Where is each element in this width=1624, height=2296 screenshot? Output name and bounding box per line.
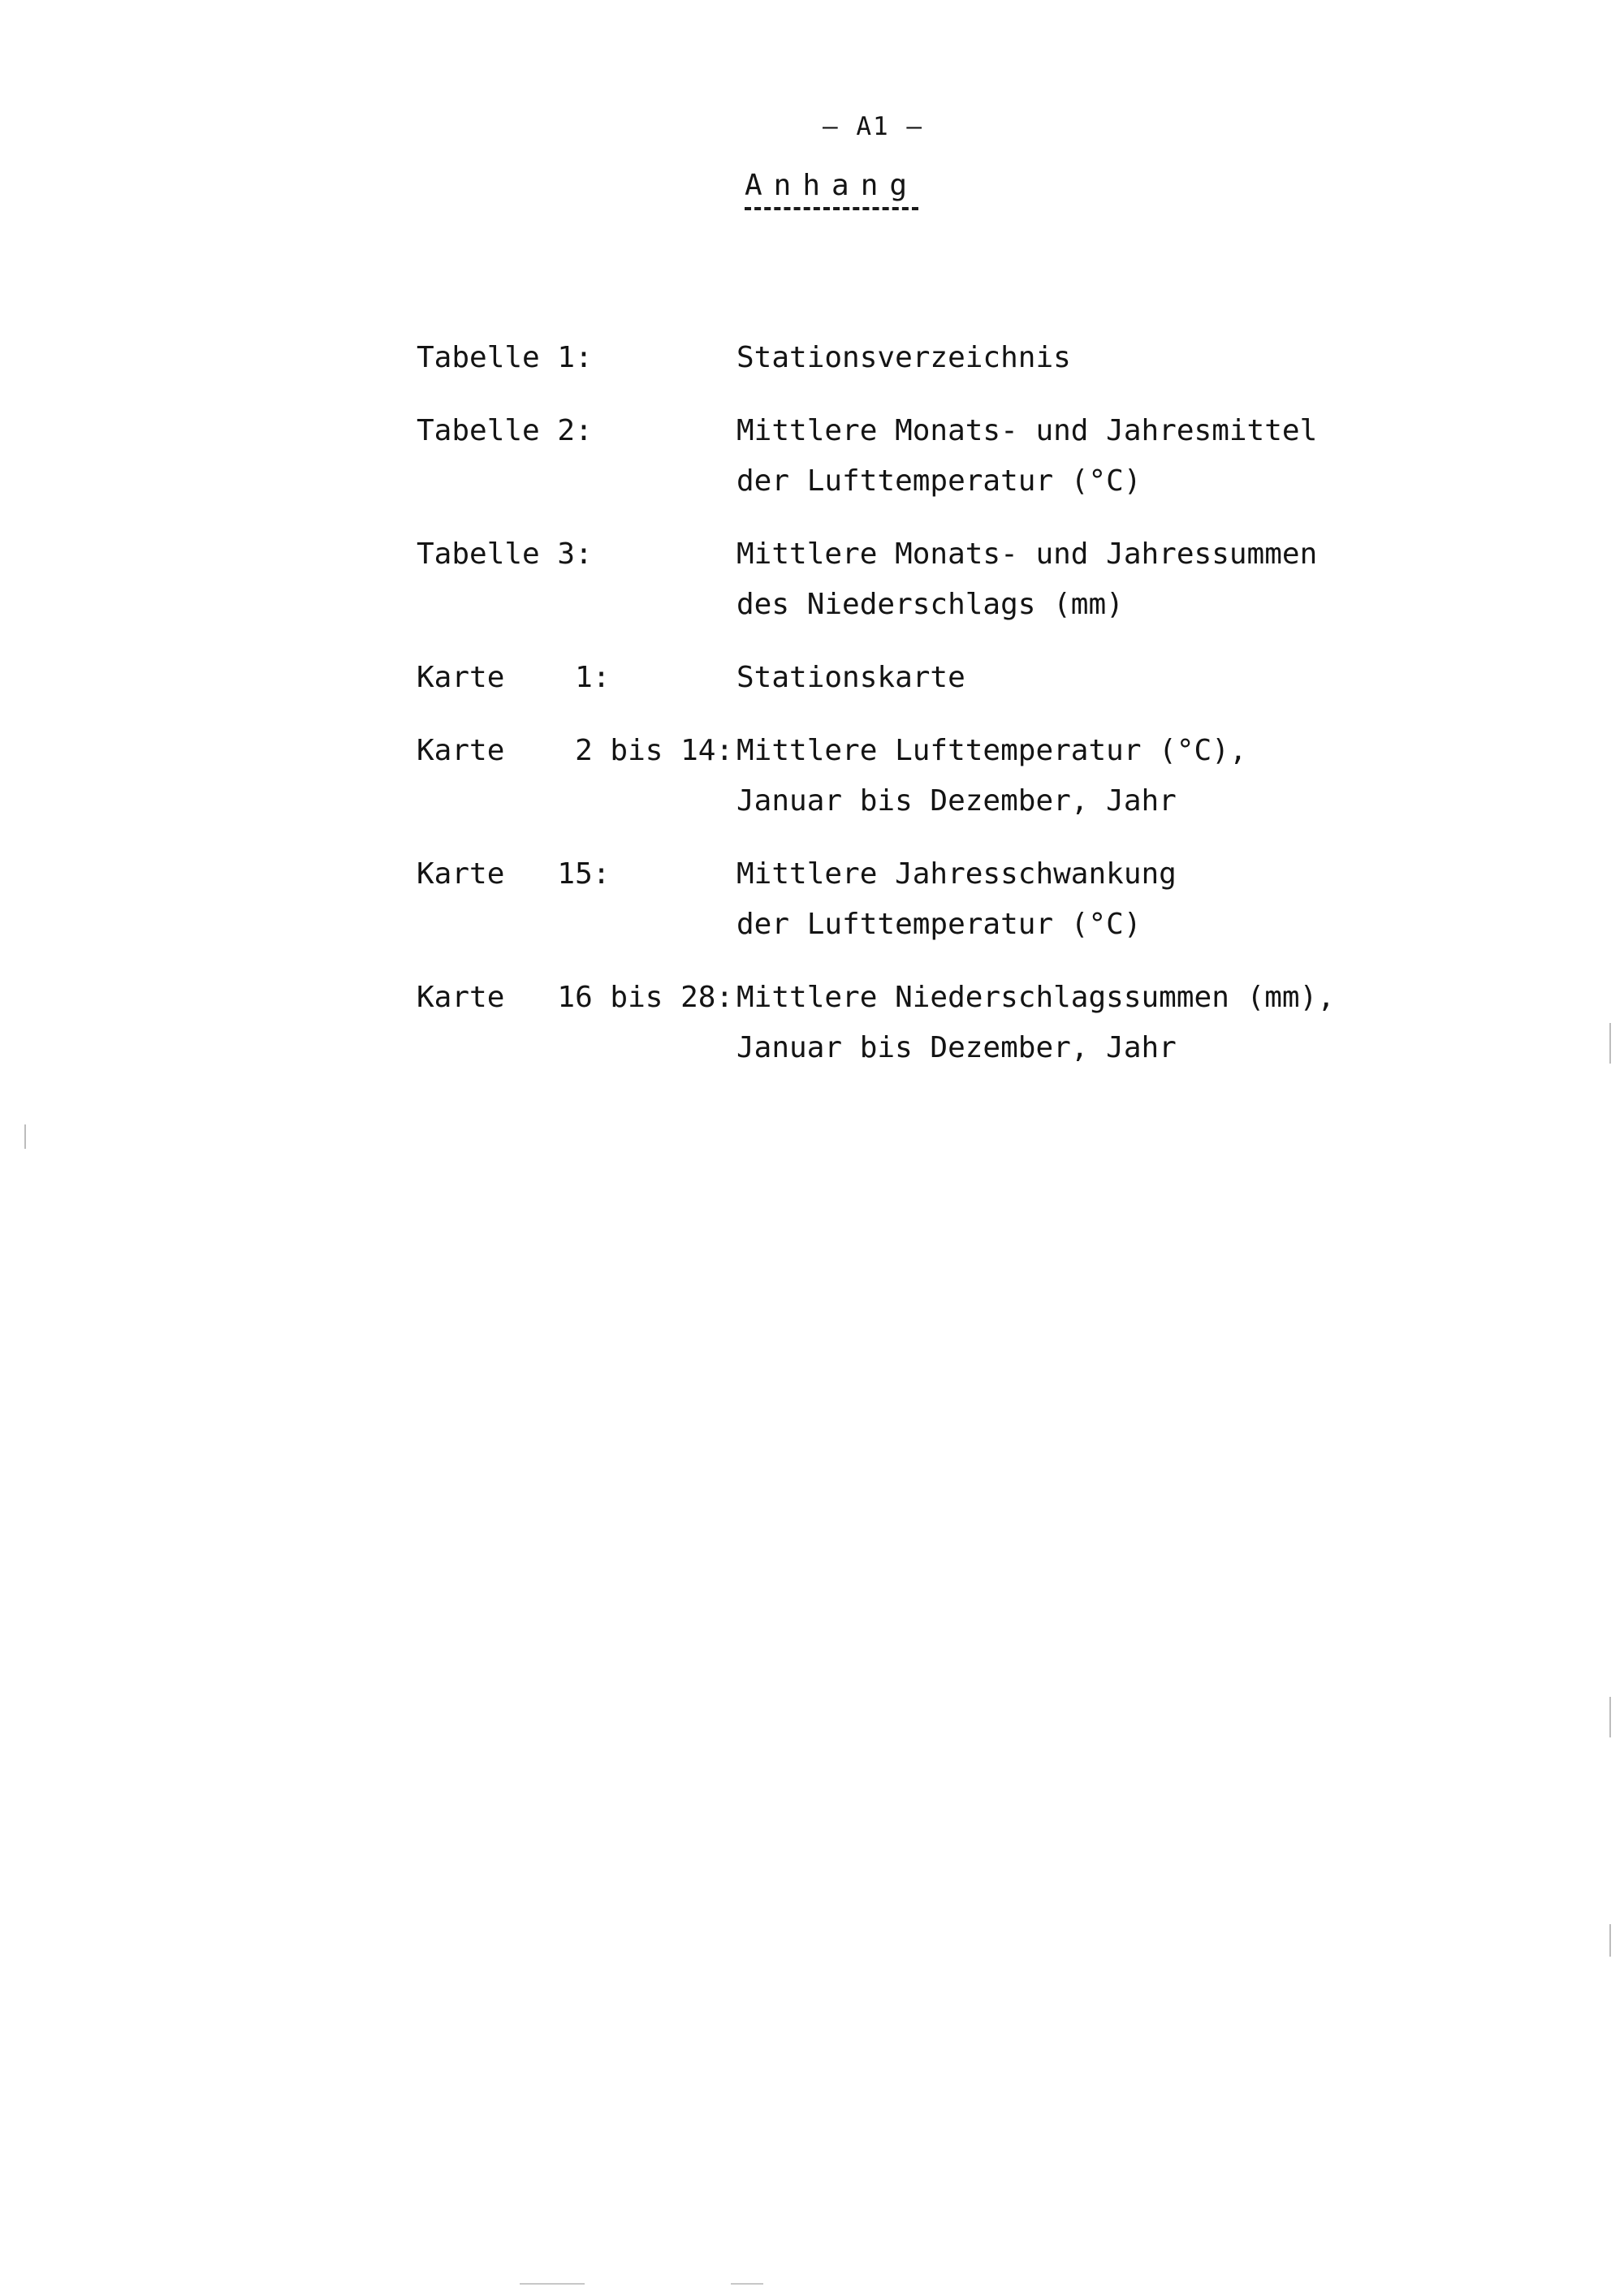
entry-description [736,726,1247,826]
list-item [417,973,1391,1073]
entry-line: Stationsverzeichnis [736,341,1071,374]
scan-edge-mark [1609,1924,1611,1957]
entry-description [736,849,1177,950]
entry-line: Stationskarte [736,661,965,694]
entry-line: Mittlere Jahresschwankung [736,857,1177,891]
scan-bottom-rule [731,2283,763,2285]
entry-line: Mittlere Niederschlagssummen (mm), [736,981,1335,1014]
entry-line: des Niederschlags (mm) [736,588,1124,621]
list-item [417,529,1391,630]
entry-label: Karte 16 bis 28: [417,981,734,1014]
appendix-list [417,333,1391,1096]
entry-label: Tabelle 3: [417,537,593,571]
entry-line: Januar bis Dezember, Jahr [736,784,1177,818]
entry-label: Karte 2 bis 14: [417,734,734,767]
list-item [417,653,1391,703]
entry-line: der Lufttemperatur (°C) [736,464,1142,498]
page-number: – A1 – [823,112,923,141]
list-item [417,726,1391,826]
entry-description [736,333,1071,383]
list-item [417,333,1391,383]
entry-label: Tabelle 1: [417,341,593,374]
entry-label: Karte 15: [417,857,611,891]
entry-line: Mittlere Monats- und Jahressummen [736,537,1318,571]
entry-label: Karte 1: [417,661,611,694]
list-item [417,406,1391,507]
entry-label: Tabelle 2: [417,414,593,447]
entry-description [736,406,1317,507]
entry-line: Januar bis Dezember, Jahr [736,1031,1177,1064]
entry-description [736,529,1317,630]
entry-line: Mittlere Lufttemperatur (°C), [736,734,1247,767]
entry-line: der Lufttemperatur (°C) [736,908,1142,941]
list-item [417,849,1391,950]
entry-line: Mittlere Monats- und Jahresmittel [736,414,1318,447]
entry-description [736,653,965,703]
scan-edge-mark [1609,1023,1611,1064]
entry-description [736,973,1335,1073]
scan-edge-mark [1609,1697,1611,1737]
scan-edge-mark [24,1124,26,1149]
page-heading: Anhang [745,169,918,210]
scan-bottom-rule [520,2283,585,2285]
